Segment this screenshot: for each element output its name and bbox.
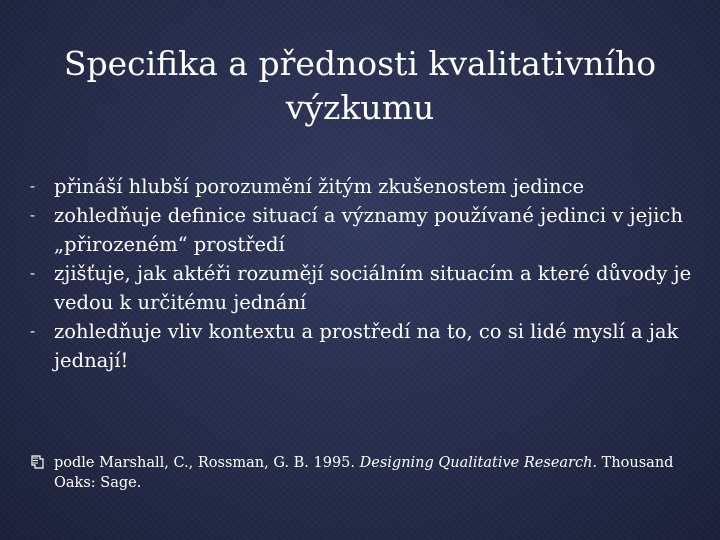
bookmark-icon bbox=[30, 455, 44, 469]
bullet-item bbox=[30, 259, 700, 317]
bullet-item bbox=[30, 201, 700, 259]
dash-icon: - bbox=[30, 206, 36, 224]
source-book-title: Designing Qualitative Research. bbox=[359, 455, 598, 471]
source-suffix: Thousand Oaks: Sage. bbox=[54, 455, 674, 491]
bullet-text: zohledňuje definice situací a významy používané jedinci v jejich „přirozeném“ prostředí bbox=[54, 204, 683, 256]
bullet-text: zjišťuje, jak aktéři rozumějí sociálním situacím a které důvody je vedou k určitému jednání bbox=[54, 262, 692, 314]
bullet-list bbox=[30, 172, 700, 375]
source-prefix: podle Marshall, C., Rossman, G. B. 1995. bbox=[54, 455, 360, 471]
bullet-text: zohledňuje vliv kontextu a prostředí na to, co si lidé myslí a jak jednají! bbox=[54, 320, 679, 372]
dash-icon: - bbox=[30, 322, 36, 340]
bullet-item bbox=[30, 172, 700, 201]
bullet-text: přináší hlubší porozumění žitým zkušenostem jedince bbox=[54, 175, 585, 198]
bullet-item bbox=[30, 317, 700, 375]
slide-title: Specifika a přednosti kvalitativního výzkumu bbox=[63, 44, 657, 127]
source-citation bbox=[30, 453, 700, 493]
dash-icon: - bbox=[30, 177, 36, 195]
dash-icon: - bbox=[30, 264, 36, 282]
